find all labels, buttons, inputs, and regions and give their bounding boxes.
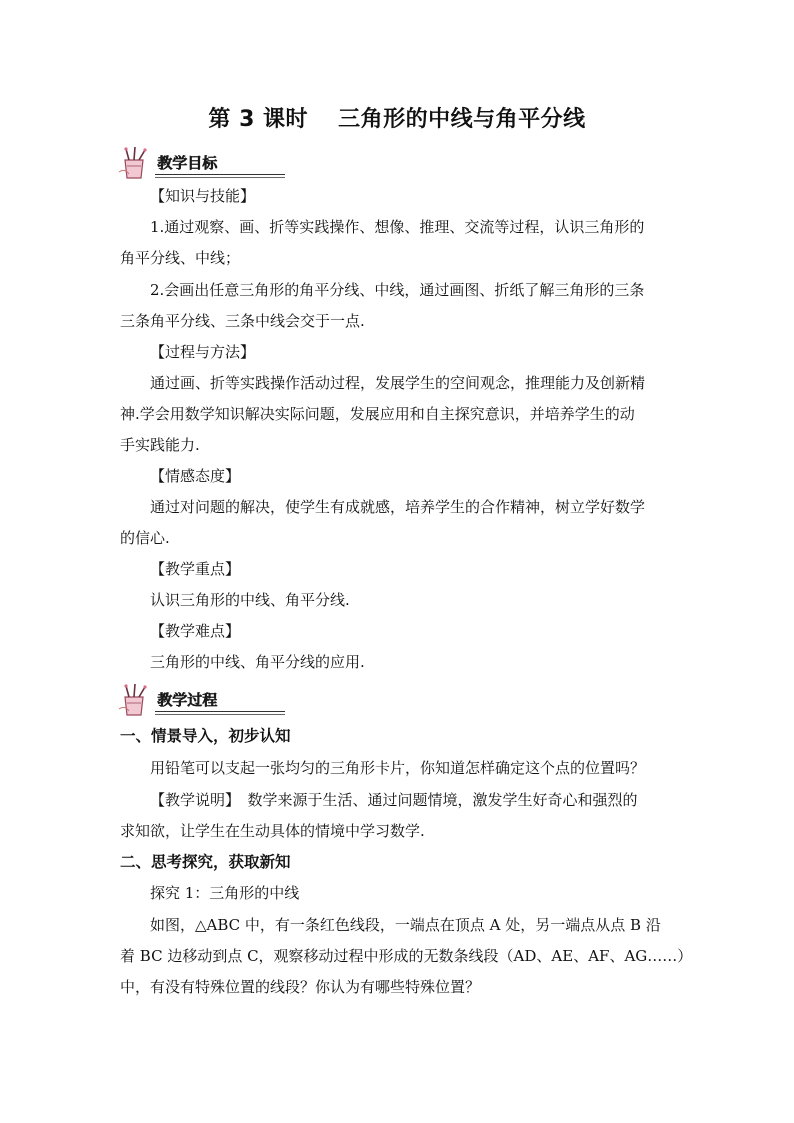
text-line: 中，有没有特殊位置的线段？你认为有哪些特殊位置？ (120, 978, 481, 996)
text-line: 手实践能力. (120, 436, 200, 454)
text-line: 用铅笔可以支起一张均匀的三角形卡片，你知道怎样确定这个点的位置吗？ (150, 759, 646, 777)
pen-holder-icon (117, 683, 157, 719)
title-topic: 三角形的中线与角平分线 (338, 107, 586, 132)
text-line: 着 BC 边移动到点 C，观察移动过程中形成的无数条线段（AD、AE、AF、AG……） (120, 947, 693, 965)
text-line: 探究 1：三角形的中线 (150, 884, 300, 902)
text-line: 的信心. (120, 529, 170, 547)
section-heading: 一、情景导入，初步认知 (120, 727, 291, 745)
text-line: 【过程与方法】 (150, 343, 256, 361)
text-line: 认识三角形的中线、角平分线. (150, 591, 350, 609)
section-badge-goals (117, 146, 287, 182)
text-line: 通过对问题的解决，使学生有成就感，培养学生的合作精神，树立学好数学 (150, 498, 646, 516)
text-line: 角平分线、中线； (120, 249, 241, 267)
section-underline (155, 711, 285, 712)
text-line: 【教学说明】 数学来源于生活、通过问题情境，激发学生好奇心和强烈的 (150, 791, 638, 809)
text-line: 通过画、折等实践操作活动过程，发展学生的空间观念，推理能力及创新精 (150, 374, 646, 392)
section-badge-process (117, 683, 287, 719)
text-line: 【知识与技能】 (150, 187, 256, 205)
section-heading: 二、思考探究，获取新知 (120, 853, 291, 871)
section-label-goals: 教学目标 (157, 154, 218, 172)
section-label-process: 教学过程 (157, 691, 218, 709)
text-line: 三条角平分线、三条中线会交于一点. (120, 312, 365, 330)
page-title (0, 102, 794, 133)
section-underline-thin (155, 177, 285, 178)
title-lesson-number: 第 3 课时 (208, 107, 309, 132)
text-line: 【教学重点】 (150, 560, 241, 578)
pen-holder-icon (117, 146, 157, 182)
text-line: 如图，△ABC 中，有一条红色线段，一端点在顶点 A 处，另一端点从点 B 沿 (150, 916, 661, 934)
text-line: 【教学难点】 (150, 622, 241, 640)
section-underline-thin (155, 714, 285, 715)
text-line: 求知欲，让学生在生动具体的情境中学习数学. (120, 822, 425, 840)
text-line: 三角形的中线、角平分线的应用. (150, 653, 365, 671)
section-underline (155, 174, 285, 175)
text-line: 2.会画出任意三角形的角平分线、中线，通过画图、折纸了解三角形的三条 (150, 281, 645, 299)
text-line: 神.学会用数学知识解决实际问题，发展应用和自主探究意识，并培养学生的动 (120, 405, 635, 423)
text-line: 【情感态度】 (150, 467, 241, 485)
text-line: 1.通过观察、画、折等实践操作、想像、推理、交流等过程，认识三角形的 (150, 218, 645, 236)
